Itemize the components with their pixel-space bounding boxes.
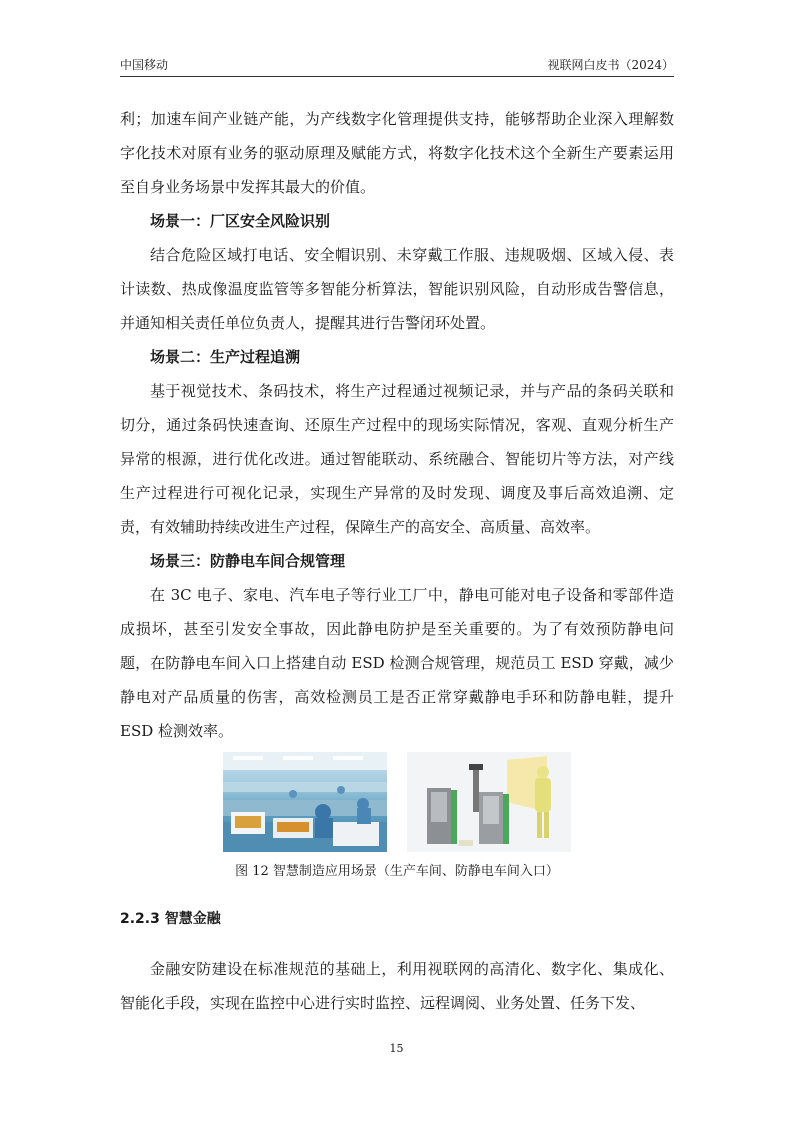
scene-2-heading: 场景二：生产过程追溯 xyxy=(150,348,301,366)
page-header xyxy=(120,52,674,77)
anti-static-entrance-photo xyxy=(407,752,571,852)
scene-3-heading: 场景三：防静电车间合规管理 xyxy=(150,552,346,570)
page-number: 15 xyxy=(389,1042,404,1055)
section-body: 金融安防建设在标准规范的基础上，利用视联网的高清化、数字化、集成化、智能化手段，实现在监控中心进行实时监控、远程调阅、业务处置、任务下发、 xyxy=(120,960,674,1012)
figure-12 xyxy=(120,752,674,852)
scene-1-heading: 场景一：厂区安全风险识别 xyxy=(150,212,331,230)
header-right-title: 视联网白皮书（2024） xyxy=(547,58,674,72)
production-workshop-illustration xyxy=(223,752,387,852)
production-workshop-photo xyxy=(223,752,387,852)
section-heading: 2.2.3 智慧金融 xyxy=(120,911,221,927)
scene-1-body: 结合危险区域打电话、安全帽识别、未穿戴工作服、违规吸烟、区域入侵、表计读数、热成像温度监管等多智能分析算法，智能识别风险，自动形成告警信息，并通知相关责任单位负责人，提醒其进行告警闭环处置。 xyxy=(120,246,674,332)
header-left-org: 中国移动 xyxy=(120,58,169,72)
page-content xyxy=(120,102,674,1020)
intro-paragraph: 利；加速车间产业链产能，为产线数字化管理提供支持，能够帮助企业深入理解数字化技术对原有业务的驱动原理及赋能方式，将数字化技术这个全新生产要素运用至自身业务场景中发挥其最大的价值。 xyxy=(120,110,674,196)
esd-gate-illustration xyxy=(407,752,571,852)
figure-caption: 图 12 智慧制造应用场景（生产车间、防静电车间入口） xyxy=(235,864,559,879)
scene-2-body: 基于视觉技术、条码技术，将生产过程通过视频记录，并与产品的条码关联和切分，通过条码快速查询、还原生产过程中的现场实际情况，客观、直观分析生产异常的根源，进行优化改进。通过智能联动、系统融合、智能切片等方法，对产线生产过程进行可视化记录，实现生产异常的及时发现、调度及事后高效追溯、定责，有效辅助持续改进生产过程，保障生产的高安全、高质量、高效率。 xyxy=(120,382,674,536)
scene-3-body: 在 3C 电子、家电、汽车电子等行业工厂中，静电可能对电子设备和零部件造成损坏，甚至引发安全事故，因此静电防护是至关重要的。为了有效预防静电问题，在防静电车间入口上搭建自动 ESD 检测合规管理，规范员工 ESD 穿戴，减少静电对产品质量的伤害，高效检测员工是否正常穿戴静电手环和防静电鞋，提升 ESD 检测效率。 xyxy=(120,586,674,740)
